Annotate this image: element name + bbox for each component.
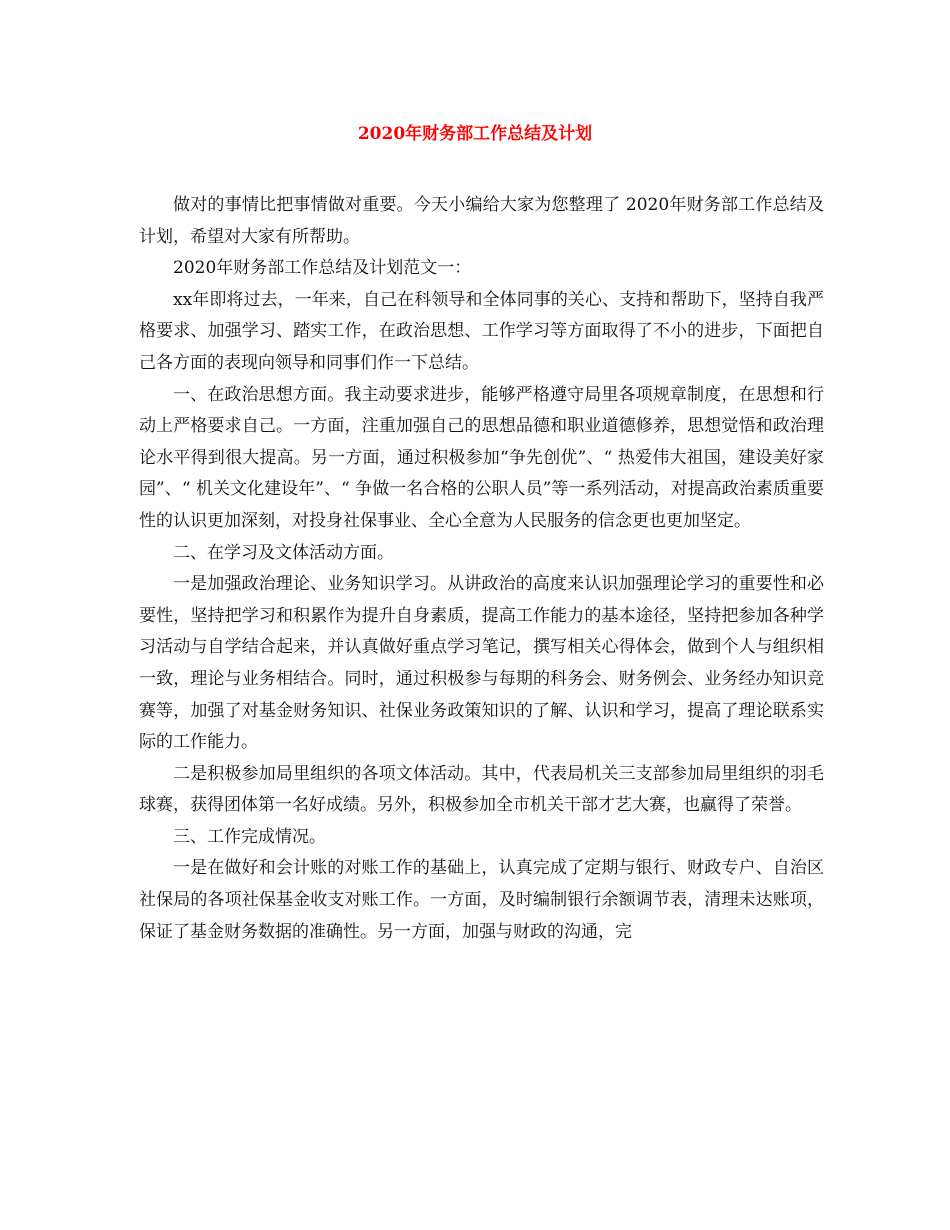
paragraph-study-heading: 二、在学习及文体活动方面。 — [173, 542, 394, 563]
document-body — [139, 190, 824, 948]
paragraph-political-thought: 一、在政治思想方面。我主动要求进步，能够严格遵守局里各项规章制度，在思想和行动上严格要求自己。一方面，注重加强自己的思想品德和职业道德修养，思想觉悟和政治理论水平得到很大提高。另一方面，通过积极参加“争先创优”、“ 热爱伟大祖国，建设美好家园”、“ 机关文化建设年”、“ 争做一名合格的公职人员”等一系列活动，对提高政治素质重要性的认识更加深刻，对投身社保事业、全心全意为人民服务的信念更也更加坚定。 — [139, 384, 824, 531]
paragraph-reconciliation: 一是在做好和会计账的对账工作的基础上，认真完成了定期与银行、财政专户、自治区社保局的各项社保基金收支对账工作。一方面，及时编制银行余额调节表，清理未达账项，保证了基金财务数据的准确性。另一方面，加强与财政的沟通，完 — [139, 858, 824, 942]
paragraph-sports-activities: 二是积极参加局里组织的各项文体活动。其中，代表局机关三支部参加局里组织的羽毛球赛，获得团体第一名好成绩。另外，积极参加全市机关干部才艺大赛，也赢得了荣誉。 — [139, 763, 824, 816]
document-title: 2020年财务部工作总结及计划 — [357, 124, 593, 144]
paragraph-intro: 做对的事情比把事情做对重要。今天小编给大家为您整理了 2020年财务部工作总结及计划，希望对大家有所帮助。 — [139, 195, 824, 247]
paragraph-work-heading: 三、工作完成情况。 — [173, 826, 326, 847]
paragraph-opening: xx年即将过去，一年来，自己在科领导和全体同事的关心、支持和帮助下，坚持自我严格要求、加强学习、踏实工作，在政治思想、工作学习等方面取得了不小的进步，下面把自己各方面的表现向领导和同事们作一下总结。 — [139, 289, 824, 373]
paragraph-sample-heading: 2020年财务部工作总结及计划范文一： — [173, 258, 472, 279]
paragraph-theory-study: 一是加强政治理论、业务知识学习。从讲政治的高度来认识加强理论学习的重要性和必要性，坚持把学习和积累作为提升自身素质，提高工作能力的基本途径，坚持把参加各种学习活动与自学结合起来，并认真做好重点学习笔记，撰写相关心得体会，做到个人与组织相一致，理论与业务相结合。同时，通过积极参与每期的科务会、财务例会、业务经办知识竞赛等，加强了对基金财务知识、社保业务政策知识的了解、认识和学习，提高了理论联系实际的工作能力。 — [139, 574, 824, 753]
